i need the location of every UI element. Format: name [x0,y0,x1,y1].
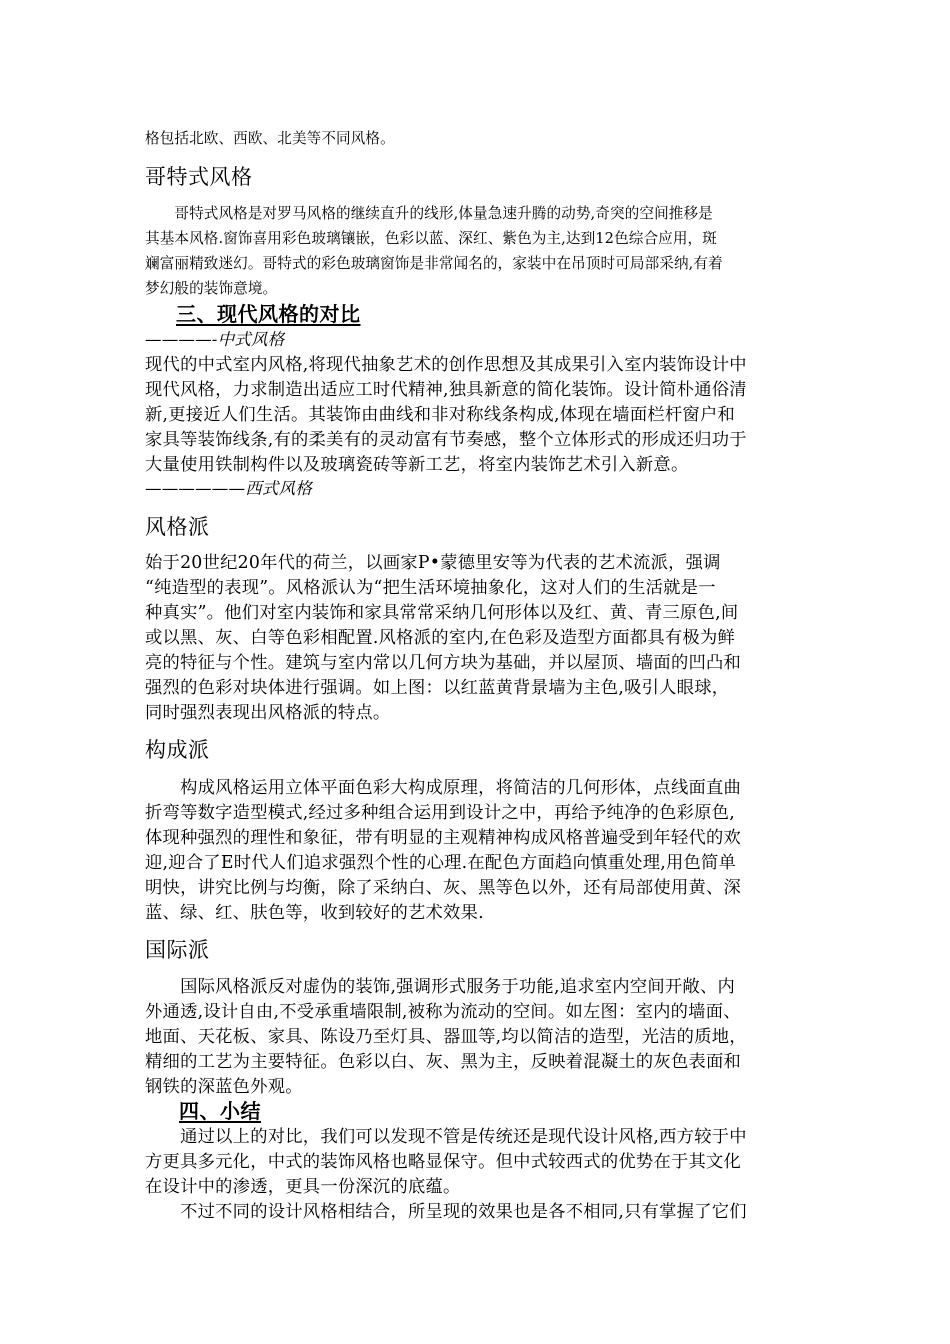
chinese-style-paragraph-line: 现代的中式室内风格,将现代抽象艺术的创作思想及其成果引入室内装饰设计中 [145,355,747,375]
destijl-heading: 风格派 [145,515,210,539]
section-three-title: 三、现代风格的对比 [176,302,361,326]
international-paragraph-line: 钢铁的深蓝色外观。 [145,1077,303,1097]
international-paragraph-line: 外通透,设计自由,不受承重墙限制,被称为流动的空间。如左图：室内的墙面、 [145,1002,741,1022]
destijl-paragraph-line: 始于20世纪20年代的荷兰，以画家P•蒙德里安等为代表的艺术流派，强调 [145,553,721,573]
summary-paragraph-line: 通过以上的对比，我们可以发现不管是传统还是现代设计风格,西方较于中 [145,1127,747,1147]
international-paragraph-line: 国际风格派反对虚伪的装饰,强调形式服务于功能,追求室内空间开敞、内 [145,977,736,997]
section-four-title: 四、小结 [179,1099,261,1123]
international-heading: 国际派 [145,938,210,962]
constructivism-paragraph-line: 明快，讲究比例与均衡，除了采纳白、灰、黑等色以外，还有局部使用黄、深 [145,878,742,898]
destijl-paragraph-line: 种真实”。他们对室内装饰和家具常常采纳几何形体以及红、黄、青三原色,间 [145,603,739,623]
constructivism-paragraph-line: 体现种强烈的理性和象征，带有明显的主观精神构成风格普遍受到年轻代的欢 [145,828,742,848]
summary-paragraph-line: 在设计中的渗透，更具一份深沉的底蕴。 [145,1177,461,1197]
constructivism-paragraph-line: 折弯等数字造型模式,经过多种组合运用到设计之中，再给予纯净的色彩原色, [145,803,736,823]
constructivism-paragraph-line: 蓝、绿、红、肤色等，收到较好的艺术效果. [145,903,484,923]
gothic-paragraph-line: 斓富丽精致迷幻。哥特式的彩色玻璃窗饰是非常闻名的，家装中在吊顶时可局部采纳,有着 [145,255,723,272]
destijl-paragraph-line: 亮的特征与个性。建筑与室内常以几何方块为基础，并以屋顶、墙面的凹凸和 [145,653,742,673]
destijl-paragraph-line: 同时强烈表现出风格派的特点。 [145,703,391,723]
chinese-style-paragraph-line: 家具等装饰线条,有的柔美有的灵动富有节奏感，整个立体形式的形成还归功于 [145,430,747,450]
destijl-paragraph-line: “纯造型的表现”。风格派认为“把生活环境抽象化，这对人们的生活就是一 [145,578,716,598]
constructivism-paragraph-line: 构成风格运用立体平面色彩大构成原理，将简洁的几何形体，点线面直曲 [145,778,742,798]
summary-paragraph-line: 方更具多元化，中式的装饰风格也略显保守。但中式较西式的优势在于其文化 [145,1152,742,1172]
gothic-paragraph-line: 哥特式风格是对罗马风格的继续直升的线形,体量急速升腾的动势,奇突的空间推移是 [145,205,713,222]
summary-paragraph-line: 不过不同的设计风格相结合，所呈现的效果也是各不相同,只有掌握了它们 [145,1202,747,1222]
chinese-style-paragraph-line: 现代风格，力求制造出适应工时代精神,独具新意的简化装饰。设计简朴通俗清 [145,380,747,400]
destijl-paragraph-line: 或以黑、灰、白等色彩相配置.风格派的室内,在色彩及造型方面都具有极为鲜 [145,628,736,648]
gothic-paragraph-line: 其基本风格.窗饰喜用彩色玻璃镶嵌，色彩以蓝、深红、紫色为主,达到12色综合应用，斑 [145,230,717,247]
western-style-label: ——————西式风格 [145,479,312,498]
destijl-paragraph-line: 强烈的色彩对块体进行强调。如上图：以红蓝黄背景墙为主色,吸引人眼球， [145,678,730,698]
gothic-heading: 哥特式风格 [145,165,253,189]
constructivism-paragraph-line: 迎,迎合了E时代人们追求强烈个性的心理.在配色方面趋向慎重处理,用色简单 [145,853,737,873]
constructivism-heading: 构成派 [145,738,210,762]
international-paragraph-line: 精细的工艺为主要特征。色彩以白、灰、黑为主，反映着混凝土的灰色表面和 [145,1052,742,1072]
gothic-paragraph-line: 梦幻般的装饰意境。 [145,280,278,297]
intro-tail-text: 格包括北欧、西欧、北美等不同风格。 [145,130,395,147]
chinese-style-paragraph-line: 新,更接近人们生活。其装饰由曲线和非对称线条构成,体现在墙面栏杆窗户和 [145,405,736,425]
chinese-style-label: ————-中式风格 [145,330,285,349]
chinese-style-paragraph-line: 大量使用铁制构件以及玻璃瓷砖等新工艺，将室内装饰艺术引入新意。 [145,455,689,475]
international-paragraph-line: 地面、天花板、家具、陈设乃至灯具、器皿等,均以简洁的造型，光洁的质地， [145,1027,747,1047]
